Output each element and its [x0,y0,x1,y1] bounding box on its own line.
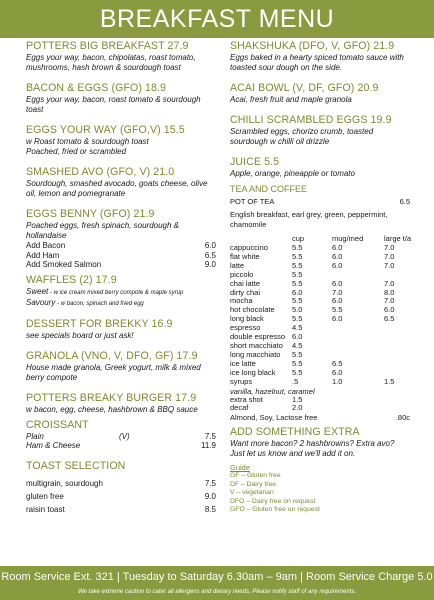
coffee-price: 6.0 [332,296,343,306]
coffee-price: 5.5 [292,296,303,306]
juice-desc: Apple, orange, pineapple or tomato [230,169,355,178]
extra-price: 1.5 [292,394,303,404]
coffee-name: hot chocolate [230,305,275,315]
waffles-savoury-label: Savoury [26,297,56,307]
column-header: cup [292,234,305,243]
toast-row [26,503,216,516]
coffee-price: 6.0 [332,243,343,252]
toast-heading: TOAST SELECTION [26,459,126,472]
coffee-row [230,262,410,271]
smashed-avo-desc: Sourdough, smashed avocado, goats cheese, olive oil, lemon and pomegranate [26,179,208,198]
coffee-price: 7.0 [384,260,395,270]
shakshuka-section [230,40,410,73]
coffee-price: 6.0 [384,305,395,315]
coffee-price [384,342,414,351]
shakshuka-desc: Eggs baked in a hearty spiced tomato sauce with toasted sour dough on the side. [230,53,404,72]
coffee-name: double espresso [230,332,286,342]
juice-heading: JUICE 5.5 [230,156,280,168]
croissant-row [26,432,216,442]
eggs-your-way-section [26,124,216,157]
addon-row [26,260,216,270]
coffee-name: dirty chai [230,287,261,297]
acai-section [230,82,410,105]
extra-heading: ADD SOMETHING EXTRA [230,426,360,439]
toast-name: raisin toast [26,504,65,514]
acai-heading: ACAI BOWL (V, DF, GFO) 20.9 [230,82,379,94]
alt-milk-price: .80c [395,413,410,423]
coffee-name: piccolo [230,269,254,279]
chilli-eggs-heading: CHILLI SCRAMBLED EGGS 19.9 [230,114,392,126]
toast-section [26,460,216,516]
bacon-eggs-heading: BACON & EGGS (GFO) 18.9 [26,82,167,94]
coffee-price: 6.5 [384,314,395,324]
extra-name: decaf [230,403,249,413]
room-service-info: Room Service Ext. 321 | Tuesday to Saturday 6.30am – 9am | Room Service Charge 5.0 [1,571,433,583]
coffee-price: 7.0 [384,278,395,288]
coffee-name: ice latte [230,358,256,368]
coffee-name: mocha [230,296,253,306]
footer-bar [0,566,434,600]
coffee-price: 6.0 [332,314,343,324]
coffee-extra-row [230,396,410,405]
big-breakfast-desc: Eggs your way, bacon, chipolatas, roast tomato, mushrooms, hash brown & sourdough toast [26,53,196,72]
croissant-name: Plain [26,431,44,441]
addon-row [26,241,216,251]
granola-heading: GRANOLA (VNO, V, DFO, GF) 17.9 [26,349,198,362]
waffles-section [26,274,216,309]
addon-row [26,251,216,261]
coffee-price: .5 [292,376,299,386]
guide-title: Guide [230,463,251,473]
coffee-name: short macchiato [230,340,283,350]
pot-of-tea-price: 6.5 [399,197,410,206]
coffee-row [230,351,410,360]
guide-item: GFO – Gluten free on request [230,505,320,513]
coffee-name: cappuccino [230,243,268,252]
coffee-name: chai latte [230,278,261,288]
bacon-eggs-desc: Eggs your way, bacon, roast tomato & sourdough toast [26,95,201,114]
coffee-row [230,289,410,298]
extra-desc: Want more bacon? 2 hashbrowns? Extra avo? Just let us know and we'll add it on. [230,439,395,459]
coffee-name: espresso [230,323,261,333]
coffee-price [384,351,414,360]
coffee-name: syrups [230,376,253,386]
guide-item: DFO – Dairy free on request [230,497,316,505]
toast-price: 8.5 [204,504,216,514]
croissant-row [26,441,216,451]
eggs-your-way-options: Poached, fried or scrambled [26,147,127,156]
big-breakfast-heading: POTTERS BIG BREAKFAST 27.9 [26,40,189,52]
coffee-price [332,324,384,333]
guide-item: GF – Gluten free [230,472,281,480]
extra-section [230,426,410,459]
coffee-row [230,378,410,387]
toast-row [26,477,216,490]
waffles-savoury-desc: - w bacon, spinach and fried egg [55,300,144,307]
coffee-price [384,324,414,333]
coffee-price [332,333,384,342]
addon-price: 6.0 [204,241,216,250]
coffee-name: ice long black [230,367,276,377]
coffee-price: 5.5 [292,349,303,359]
coffee-name: flat white [230,251,260,261]
coffee-price: 6.0 [332,278,343,288]
coffee-row [230,369,410,378]
waffles-heading: WAFFLES (2) 17.9 [26,273,117,286]
addon-name: Add Bacon [26,241,66,250]
eggs-benny-heading: EGGS BENNY (GFO) 21.9 [26,208,155,220]
tea-varieties: English breakfast, earl grey, green, peppermint, chamomile [230,210,388,229]
allergen-notice: We take extreme caution to cater all allergens and dietary needs. Please notify staff of any requirements. [77,589,357,595]
dessert-section [26,318,216,341]
croissant-price: 11.9 [201,441,216,450]
addon-name: Add Smoked Salmon [26,260,102,269]
eggs-benny-section [26,208,216,270]
tea-coffee-heading: TEA AND COFFEE [230,184,308,194]
pot-of-tea-row [230,197,410,207]
coffee-price: 5.5 [332,305,343,315]
juice-section [230,156,410,179]
addon-name: Add Ham [26,250,60,260]
coffee-price: 6.0 [332,260,343,270]
smashed-avo-heading: SMASHED AVO (GFO, V) 21.0 [26,166,175,178]
toast-row [26,490,216,503]
guide-item: V – vegetarian [230,489,274,497]
toast-name: multigrain, sourdough [26,478,103,488]
coffee-row [230,253,410,262]
coffee-name: latte [230,260,245,270]
coffee-price: 5.5 [292,260,303,270]
toast-name: gluten free [26,491,64,501]
waffles-sweet-desc: - w ice cream mixed berry compote & maple syrup [48,289,184,296]
toast-price: 7.5 [204,478,216,488]
coffee-price: 8.0 [384,287,395,297]
croissant-price: 7.5 [204,431,216,441]
coffee-price: 7.0 [384,251,395,261]
coffee-price: 5.0 [292,305,303,315]
croissant-section [26,419,216,451]
extra-name: extra shot [230,394,263,404]
guide-item: DF – Dairy free [230,480,277,488]
granola-section [26,350,216,383]
coffee-price: 6.0 [332,251,343,261]
coffee-price: 5.5 [292,243,303,252]
coffee-price: 6.0 [292,287,303,297]
croissant-heading: CROISSANT [26,418,89,431]
addon-price: 6.5 [204,250,216,260]
pot-of-tea-label: POT OF TEA [230,197,275,206]
dessert-desc: see specials board or just ask! [26,330,134,340]
coffee-table [230,244,410,387]
menu-header [0,0,434,38]
coffee-price: 7.0 [384,243,395,252]
right-column [230,40,410,514]
waffles-savoury [26,298,216,309]
coffee-price: 1.5 [384,376,395,386]
extra-price: 2.0 [292,403,303,413]
eggs-your-way-heading: EGGS YOUR WAY (GFO,V) 15.5 [26,124,185,136]
burger-section [26,392,216,415]
coffee-price: 4.5 [292,323,303,333]
croissant-tag: (V) [119,431,130,441]
coffee-name: long macchiato [230,349,281,359]
coffee-price: 5.5 [292,358,303,368]
eggs-your-way-desc: w Roast tomato & sourdough toast [26,137,149,146]
coffee-extra-row [230,404,410,413]
addon-price: 9.0 [204,260,216,269]
coffee-price: 6.5 [332,358,343,368]
bacon-eggs-section [26,82,216,115]
column-header: large t/a [384,234,412,243]
big-breakfast-section [26,40,216,73]
granola-desc: House made granola, Greek yogurt, milk & mixed berry compote [26,362,201,382]
coffee-name: long black [230,314,264,324]
coffee-price [332,342,384,351]
burger-desc: w bacon, egg, cheese, hashbrown & BBQ sauce [26,404,198,414]
column-header: mug/med [332,234,364,243]
coffee-price: 5.5 [292,278,303,288]
coffee-price [384,360,414,369]
left-column [26,40,216,520]
coffee-price: 5.5 [292,367,303,377]
dessert-heading: DESSERT FOR BREKKY 16.9 [26,317,173,330]
coffee-price: 5.5 [292,314,303,324]
coffee-price: 4.5 [292,340,303,350]
coffee-price: 5.5 [292,251,303,261]
syrup-flavours: vanilla, hazelnut, caramel [230,386,315,396]
acai-desc: Acai, fresh fruit and maple granola [230,95,352,104]
coffee-price: 6.0 [292,332,303,342]
chilli-eggs-section [230,114,410,147]
eggs-benny-desc: Poached eggs, fresh spinach, sourdough & hollandaise [26,221,179,240]
smashed-avo-section [26,166,216,199]
coffee-price: 7.0 [384,296,395,306]
alt-milk-label: Almond, Soy, Lactose free [230,413,318,423]
menu-title: BREAKFAST MENU [99,5,335,33]
croissant-name: Ham & Cheese [26,441,81,450]
chilli-eggs-desc: Scrambled eggs, chorizo crumb, toasted sourdough w chilli oil drizzle [230,127,374,146]
coffee-price: 6.0 [332,367,343,377]
tea-coffee-section [230,183,410,422]
coffee-price: 1.0 [332,376,343,386]
toast-price: 9.0 [204,491,216,501]
waffles-sweet [26,287,216,298]
shakshuka-heading: SHAKSHUKA (DFO, V, GFO) 21.9 [230,40,395,52]
coffee-price: 7.0 [332,287,343,297]
alt-milk-row [230,413,410,422]
coffee-price: 5.5 [292,269,303,279]
coffee-price [384,333,414,342]
burger-heading: POTTERS BREAKY BURGER 17.9 [26,391,197,404]
waffles-sweet-label: Sweet [26,286,49,296]
